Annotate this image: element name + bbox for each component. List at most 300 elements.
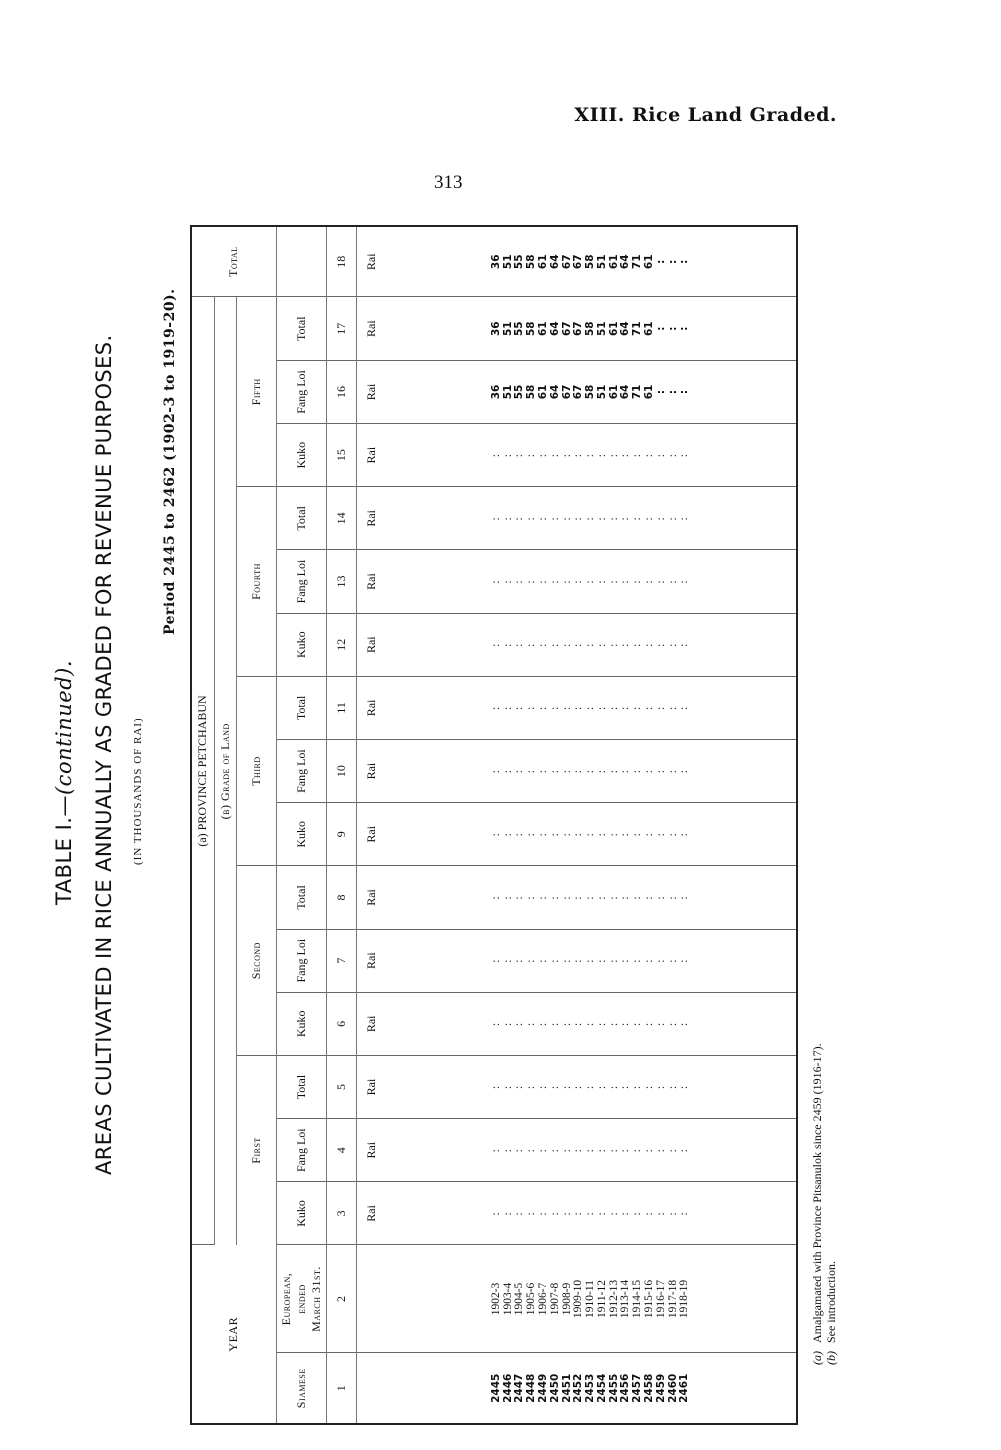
grade-fourth: Fourth: [236, 487, 276, 677]
cell-value: :: [654, 259, 667, 264]
cell-value: :: [489, 453, 502, 458]
year-value: 2461: [678, 1373, 691, 1403]
cell-value: :: [666, 958, 679, 963]
cell-value: :: [619, 1021, 632, 1026]
cell-value: :: [489, 642, 502, 647]
cell-value: :: [560, 1021, 573, 1026]
rice-land-table: [192, 227, 796, 1423]
column-number: 3: [326, 1182, 356, 1245]
cell-value: :: [489, 895, 502, 900]
cell-value: 51: [595, 254, 608, 270]
cell-value: :: [666, 768, 679, 774]
rotated-table-page: [40, 165, 860, 1425]
cell-value: :: [513, 895, 526, 900]
cell-value: :: [595, 1148, 608, 1153]
first-fang-loi: Fang Loi: [276, 1119, 326, 1182]
cell-value: :: [548, 895, 561, 900]
cell-value: :: [643, 516, 656, 521]
european-header: [276, 1245, 326, 1353]
cell-value: :: [536, 895, 549, 900]
cell-value: :: [560, 895, 573, 900]
cell-value: :: [631, 832, 644, 837]
cell-value: :: [631, 768, 644, 774]
cell-value: :: [666, 642, 679, 647]
cell-value: :: [525, 958, 538, 963]
unit-label: Rai: [356, 1182, 386, 1245]
cell-value: :: [560, 1084, 573, 1090]
cell-value: :: [666, 1084, 679, 1090]
cell-value: 71: [631, 254, 644, 270]
cell-value: :: [513, 768, 526, 774]
cell-value: :: [513, 1211, 526, 1216]
cell-value: :: [595, 958, 608, 963]
empty-column-values: [386, 866, 796, 929]
cell-value: :: [595, 453, 608, 458]
cell-value: :: [489, 1148, 502, 1153]
cell-value: 55: [513, 321, 526, 336]
cell-value: :: [643, 705, 656, 710]
cell-value: :: [678, 705, 691, 710]
cell-value: :: [560, 958, 573, 963]
province-header: (a) PROVINCE PETCHABUN: [192, 297, 214, 1245]
cell-value: :: [525, 1148, 538, 1153]
column-number: 12: [326, 613, 356, 676]
cell-value: :: [678, 895, 691, 900]
ended-label: ended: [293, 1284, 308, 1314]
fourth-fang-loi: Fang Loi: [276, 550, 326, 613]
year-value: 2454: [595, 1373, 608, 1403]
cell-value: :: [607, 832, 620, 837]
cell-value: :: [643, 1148, 656, 1153]
year-value: 1912-13: [607, 1279, 620, 1319]
cell-value: :: [536, 1211, 549, 1216]
unit-label: Rai: [356, 866, 386, 929]
cell-value: 61: [536, 254, 549, 270]
cell-value: :: [654, 768, 667, 774]
cell-value: :: [584, 1021, 597, 1026]
cell-value: :: [607, 1211, 620, 1216]
cell-value: :: [525, 1084, 538, 1090]
cell-value: :: [678, 1084, 691, 1090]
cell-value: 58: [525, 384, 538, 400]
cell-value: :: [525, 642, 538, 647]
unit-blank: [356, 1353, 386, 1423]
cell-value: :: [607, 895, 620, 900]
cell-value: :: [584, 1211, 597, 1216]
table-label: TABLE I.—: [52, 795, 76, 905]
cell-value: 36: [489, 321, 502, 336]
year-value: 1915-16: [643, 1279, 656, 1319]
column-number: 17: [326, 297, 356, 360]
cell-value: :: [654, 1084, 667, 1090]
cell-value: 64: [619, 254, 632, 270]
cell-value: :: [643, 832, 656, 837]
cell-value: :: [536, 1084, 549, 1090]
year-value: 2451: [560, 1373, 573, 1403]
cell-value: :: [525, 832, 538, 837]
cell-value: :: [595, 1021, 608, 1026]
footnote-text: Amalgamated with Province Pitsanulok since 2459 (1916-17).: [810, 1043, 824, 1343]
cell-value: :: [631, 1148, 644, 1153]
third-fang-loi: Fang Loi: [276, 739, 326, 802]
table-frame: [190, 225, 798, 1425]
cell-value: :: [525, 516, 538, 521]
year-value: 2457: [631, 1373, 644, 1403]
empty-column-values: [386, 929, 796, 992]
cell-value: :: [525, 705, 538, 710]
cell-value: 61: [536, 384, 549, 400]
cell-value: 51: [501, 384, 514, 400]
cell-value: 61: [607, 321, 620, 336]
column-number: 16: [326, 360, 356, 423]
year-value: 1909-10: [572, 1279, 585, 1319]
footnote: [810, 1043, 824, 1365]
european-label: European,: [278, 1272, 293, 1326]
cell-value: :: [584, 642, 597, 647]
cell-value: :: [654, 389, 667, 395]
cell-value: :: [501, 1211, 514, 1216]
cell-value: 51: [595, 384, 608, 400]
empty-column-values: [386, 1055, 796, 1118]
cell-value: :: [619, 1148, 632, 1153]
footnote-text: See introduction.: [824, 1261, 838, 1343]
fourth-total: Total: [276, 487, 326, 550]
cell-value: :: [666, 453, 679, 458]
cell-value: :: [536, 642, 549, 647]
year-value: 2455: [607, 1373, 620, 1403]
cell-value: :: [666, 326, 679, 331]
cell-value: :: [560, 453, 573, 458]
cell-value: :: [619, 832, 632, 837]
third-total: Total: [276, 676, 326, 739]
cell-value: :: [513, 579, 526, 584]
cell-value: :: [643, 453, 656, 458]
unit-label: Rai: [356, 550, 386, 613]
cell-value: :: [595, 642, 608, 647]
cell-value: :: [548, 642, 561, 647]
cell-value: :: [619, 579, 632, 584]
table-main-title: AREAS CULTIVATED IN RICE ANNUALLY AS GRADED FOR REVENUE PURPOSES.: [92, 334, 116, 1175]
cell-value: :: [678, 958, 691, 963]
column-number: 14: [326, 487, 356, 550]
cell-value: :: [560, 516, 573, 521]
cell-value: 58: [584, 384, 597, 400]
cell-value: :: [536, 1021, 549, 1026]
cell-value: :: [513, 642, 526, 647]
first-kuko: Kuko: [276, 1182, 326, 1245]
column-number: 18: [326, 227, 356, 297]
cell-value: :: [501, 1021, 514, 1026]
cell-value: 58: [525, 321, 538, 336]
cell-value: :: [595, 579, 608, 584]
cell-value: :: [678, 1211, 691, 1216]
cell-value: :: [501, 768, 514, 774]
cell-value: :: [607, 1084, 620, 1090]
cell-value: :: [560, 1148, 573, 1153]
cell-value: :: [489, 958, 502, 963]
cell-value: :: [654, 1211, 667, 1216]
cell-value: :: [572, 1148, 585, 1153]
cell-value: 36: [489, 254, 502, 270]
fifth-total-values: [386, 297, 796, 360]
cell-value: :: [678, 453, 691, 458]
grade-of-land-header: (b) Grade of Land: [214, 297, 236, 1245]
unit-blank: [356, 1245, 386, 1353]
cell-value: :: [654, 895, 667, 900]
march-label: March 31st.: [308, 1266, 323, 1332]
cell-value: :: [548, 1084, 561, 1090]
cell-value: :: [489, 832, 502, 837]
cell-value: :: [654, 705, 667, 710]
cell-value: :: [501, 705, 514, 710]
cell-value: :: [548, 579, 561, 584]
cell-value: :: [643, 1211, 656, 1216]
cell-value: :: [619, 1084, 632, 1090]
cell-value: :: [572, 768, 585, 774]
grade-first: First: [236, 1055, 276, 1245]
cell-value: :: [654, 453, 667, 458]
cell-value: :: [584, 1084, 597, 1090]
cell-value: :: [501, 895, 514, 900]
cell-value: :: [666, 705, 679, 710]
page-number: 313: [434, 172, 463, 193]
cell-value: :: [631, 516, 644, 521]
cell-value: :: [548, 1021, 561, 1026]
cell-value: :: [489, 768, 502, 774]
year-value: 1904-5: [513, 1282, 526, 1316]
cell-value: :: [572, 453, 585, 458]
cell-value: :: [525, 1021, 538, 1026]
cell-value: 58: [525, 254, 538, 270]
cell-value: :: [548, 453, 561, 458]
cell-value: :: [666, 1021, 679, 1026]
column-number: 8: [326, 866, 356, 929]
empty-column-values: [386, 487, 796, 550]
grade-fifth: Fifth: [236, 297, 276, 487]
cell-value: :: [525, 768, 538, 774]
unit-label: Rai: [356, 1055, 386, 1118]
cell-value: :: [536, 1148, 549, 1153]
cell-value: :: [513, 1084, 526, 1090]
footnote-mark: (a): [810, 1351, 824, 1365]
year-value: 1905-6: [525, 1282, 538, 1316]
year-value: 1902-3: [489, 1282, 502, 1316]
fifth-total: Total: [276, 297, 326, 360]
year-value: 2453: [584, 1373, 597, 1403]
column-number: 11: [326, 676, 356, 739]
cell-value: :: [560, 768, 573, 774]
unit-label: Rai: [356, 803, 386, 866]
cell-value: :: [595, 832, 608, 837]
cell-value: :: [631, 895, 644, 900]
total-header: Total: [192, 227, 276, 297]
empty-column-values: [386, 1119, 796, 1182]
cell-value: :: [584, 1148, 597, 1153]
cell-value: :: [489, 1211, 502, 1216]
cell-value: :: [548, 705, 561, 710]
cell-value: :: [678, 259, 691, 264]
cell-value: :: [489, 516, 502, 521]
cell-value: :: [619, 895, 632, 900]
unit-label: Rai: [356, 424, 386, 487]
cell-value: 58: [584, 254, 597, 270]
year-value: 1910-11: [584, 1280, 597, 1318]
cell-value: 58: [584, 321, 597, 336]
year-value: 2447: [513, 1373, 526, 1403]
unit-label: Rai: [356, 929, 386, 992]
footnote: [824, 1043, 838, 1365]
second-fang-loi: Fang Loi: [276, 929, 326, 992]
empty-column-values: [386, 676, 796, 739]
year-data-row: [386, 227, 796, 1423]
cell-value: :: [513, 1148, 526, 1153]
cell-value: :: [643, 1084, 656, 1090]
cell-value: :: [501, 642, 514, 647]
unit-label: Rai: [356, 227, 386, 297]
footnotes: [810, 1043, 838, 1365]
cell-value: :: [560, 832, 573, 837]
cell-value: 55: [513, 254, 526, 270]
cell-value: :: [513, 958, 526, 963]
cell-value: :: [654, 832, 667, 837]
cell-value: :: [654, 1148, 667, 1153]
cell-value: 61: [643, 254, 656, 270]
year-header: YEAR: [192, 1245, 276, 1423]
column-number: 5: [326, 1055, 356, 1118]
year-value: 2452: [572, 1373, 585, 1403]
year-value: 1903-4: [501, 1282, 514, 1316]
unit-label: Rai: [356, 676, 386, 739]
cell-value: :: [595, 705, 608, 710]
cell-value: 67: [560, 384, 573, 400]
cell-value: :: [595, 1084, 608, 1090]
cell-value: 64: [548, 321, 561, 336]
cell-value: :: [666, 579, 679, 584]
unit-label: Rai: [356, 487, 386, 550]
year-value: 1913-14: [619, 1279, 632, 1319]
year-value: 1908-9: [560, 1282, 573, 1316]
cell-value: :: [595, 1211, 608, 1216]
empty-column-values: [386, 613, 796, 676]
unit-label: Rai: [356, 360, 386, 423]
cell-value: :: [607, 1021, 620, 1026]
cell-value: :: [607, 1148, 620, 1153]
empty-column-values: [386, 424, 796, 487]
cell-value: :: [631, 1211, 644, 1216]
cell-value: :: [525, 895, 538, 900]
cell-value: :: [666, 1148, 679, 1153]
cell-value: :: [548, 768, 561, 774]
cell-value: :: [631, 1021, 644, 1026]
table-title: [52, 660, 76, 905]
cell-value: :: [607, 642, 620, 647]
grade-third: Third: [236, 676, 276, 866]
cell-value: :: [607, 705, 620, 710]
cell-value: :: [560, 705, 573, 710]
fifth-kuko: Kuko: [276, 424, 326, 487]
cell-value: :: [654, 326, 667, 331]
cell-value: :: [572, 705, 585, 710]
cell-value: :: [548, 958, 561, 963]
year-value: 1911-12: [595, 1280, 608, 1318]
year-value: 1907-8: [548, 1282, 561, 1316]
year-value: 2449: [536, 1373, 549, 1403]
cell-value: :: [654, 1021, 667, 1026]
cell-value: :: [572, 1084, 585, 1090]
cell-value: :: [572, 642, 585, 647]
grand-total-values: [386, 227, 796, 297]
cell-value: :: [607, 768, 620, 774]
cell-value: :: [678, 1148, 691, 1153]
year-value: 2458: [643, 1373, 656, 1403]
year-value: 2456: [619, 1373, 632, 1403]
cell-value: :: [666, 1211, 679, 1216]
cell-value: :: [584, 579, 597, 584]
cell-value: :: [501, 453, 514, 458]
empty-column-values: [386, 550, 796, 613]
column-number: 13: [326, 550, 356, 613]
cell-value: :: [536, 516, 549, 521]
cell-value: :: [572, 832, 585, 837]
cell-value: :: [501, 958, 514, 963]
cell-value: :: [643, 768, 656, 774]
cell-value: :: [678, 326, 691, 331]
cell-value: :: [548, 832, 561, 837]
cell-value: :: [584, 768, 597, 774]
cell-value: :: [584, 895, 597, 900]
cell-value: :: [572, 1211, 585, 1216]
cell-value: :: [513, 1021, 526, 1026]
year-value: 2448: [525, 1373, 538, 1403]
cell-value: 61: [607, 254, 620, 270]
cell-value: 61: [643, 321, 656, 336]
cell-value: :: [489, 1021, 502, 1026]
cell-value: 67: [560, 254, 573, 270]
cell-value: 51: [501, 254, 514, 270]
cell-value: :: [631, 453, 644, 458]
year-value: 2459: [654, 1373, 667, 1403]
cell-value: :: [560, 579, 573, 584]
cell-value: :: [666, 259, 679, 264]
column-number: 1: [326, 1353, 356, 1423]
cell-value: :: [619, 705, 632, 710]
siamese-years-cell: [386, 1353, 796, 1423]
cell-value: 61: [607, 384, 620, 400]
cell-value: :: [666, 516, 679, 521]
siamese-header: Siamese: [276, 1353, 326, 1423]
cell-value: :: [631, 642, 644, 647]
unit-label: Rai: [356, 297, 386, 360]
column-number: 15: [326, 424, 356, 487]
cell-value: 64: [548, 254, 561, 270]
column-number: 10: [326, 739, 356, 802]
cell-value: :: [619, 958, 632, 963]
cell-value: :: [607, 579, 620, 584]
cell-value: :: [536, 768, 549, 774]
year-value: 2460: [666, 1373, 679, 1403]
unit-label: Rai: [356, 1119, 386, 1182]
cell-value: 71: [631, 384, 644, 400]
cell-value: :: [513, 705, 526, 710]
cell-value: 55: [513, 384, 526, 400]
cell-value: :: [572, 516, 585, 521]
fifth-fang-loi-values: [386, 360, 796, 423]
cell-value: :: [595, 895, 608, 900]
cell-value: :: [572, 579, 585, 584]
third-kuko: Kuko: [276, 803, 326, 866]
cell-value: :: [654, 958, 667, 963]
cell-value: :: [595, 768, 608, 774]
